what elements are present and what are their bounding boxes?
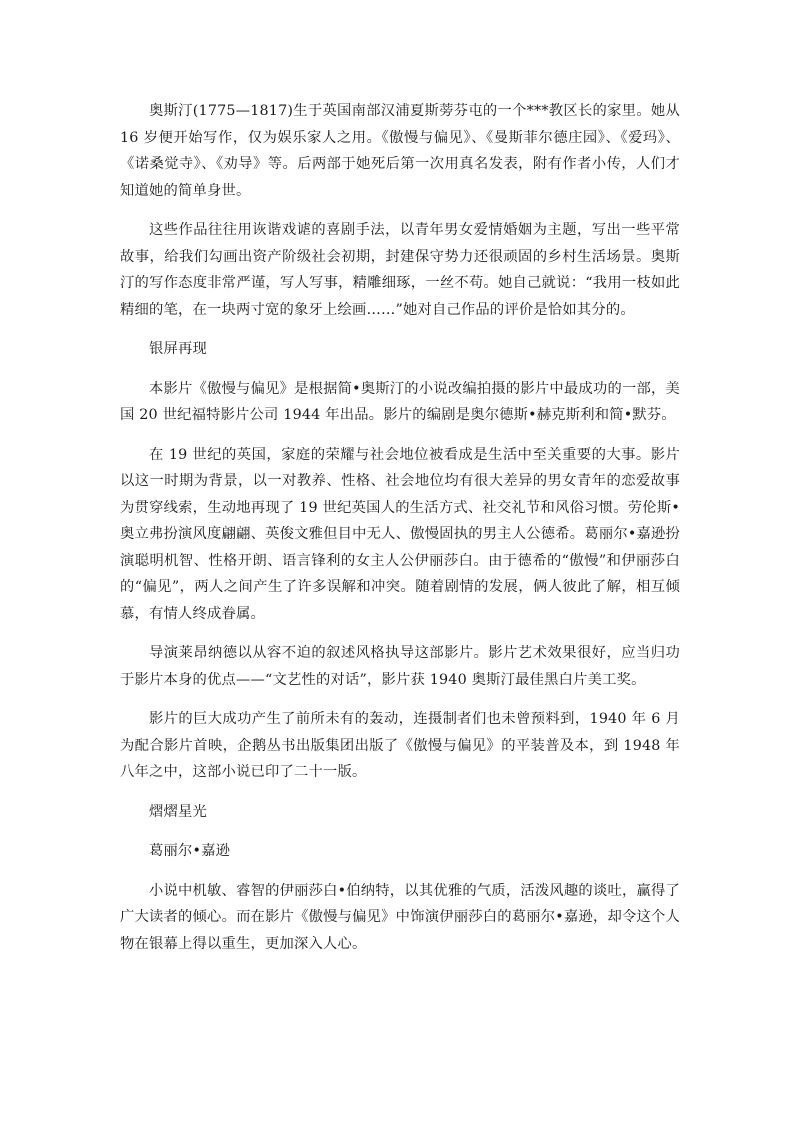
document-body	[120, 98, 680, 970]
subheading-greer-garson: 葛丽尔•嘉逊	[149, 843, 231, 859]
section-heading-star-light: 熠熠星光	[149, 803, 207, 820]
section-heading-screen-adaptation: 银屏再现	[149, 341, 207, 357]
paragraph-film-plot: 在 19 世纪的英国，家庭的荣耀与社会地位被看成是生活中至关重要的大事。影片以这一时期为背景，以一对教养、性格、社会地位均有很大差异的男女青年的恋爱故事为贯穿线索，生动地再现了 19 世纪英国人的生活方式、社交礼节和风俗习惯。劳伦斯•奥立弗扮演风度翩翩、英俊文雅但目中无人、傲慢固执的男主人公德希。葛丽尔•嘉逊扮演聪明机智、性格开朗、语言锋利的女主人公伊丽莎白。由于德希的“傲慢”和伊丽莎白的“偏见”，两人之间产生了许多误解和冲突。随着剧情的发展，俩人彼此了解，相互倾慕，有情人终成眷属。	[120, 446, 680, 622]
paragraph-film-success: 影片的巨大成功产生了前所未有的轰动，连摄制者们也未曾预料到，1940 年 6 月为配合影片首映，企鹅丛书出版集团出版了《傲慢与偏见》的平装普及本，到 1948 年八年之中，这部小说已印了二十一版。	[120, 711, 680, 780]
paragraph-austen-biography: 奥斯汀(1775—1817)生于英国南部汉浦夏斯蒡芬屯的一个***教区长的家里。她从 16 岁便开始写作，仅为娱乐家人之用。《傲慢与偏见》、《曼斯菲尔德庄园》、《爱玛》、《诺桑觉寺》、《劝导》等。后两部于她死后第一次用真名发表，附有作者小传，人们才知道她的简单身世。	[120, 103, 680, 199]
paragraph-works-style: 这些作品往往用诙谐戏谑的喜剧手法，以青年男女爱情婚姻为主题，写出一些平常故事，给我们勾画出资产阶级社会初期，封建保守势力还很顽固的乡村生活场景。奥斯汀的写作态度非常严谨，写人写事，精雕细琢，一丝不苟。她自己就说：“我用一枝如此精细的笔，在一块两寸宽的象牙上绘画……”她对自己作品的评价是恰如其分的。	[120, 222, 680, 318]
paragraph-film-intro: 本影片《傲慢与偏见》是根据简•奥斯汀的小说改编拍摄的影片中最成功的一部，美国 20 世纪福特影片公司 1944 年出品。影片的编剧是奥尔德斯•赫克斯利和简•默芬。	[120, 380, 680, 423]
paragraph-director: 导演莱昂纳德以从容不迫的叙述风格执导这部影片。影片艺术效果很好，应当归功于影片本身的优点——“文艺性的对话”，影片获 1940 奥斯汀最佳黑白片美工奖。	[120, 645, 680, 688]
paragraph-elizabeth-role: 小说中机敏、睿智的伊丽莎白•伯纳特，以其优雅的气质，活泼风趣的谈吐，赢得了广大读者的倾心。而在影片《傲慢与偏见》中饰演伊丽莎白的葛丽尔•嘉逊，却令这个人物在银幕上得以重生，更加深入人心。	[120, 882, 680, 952]
